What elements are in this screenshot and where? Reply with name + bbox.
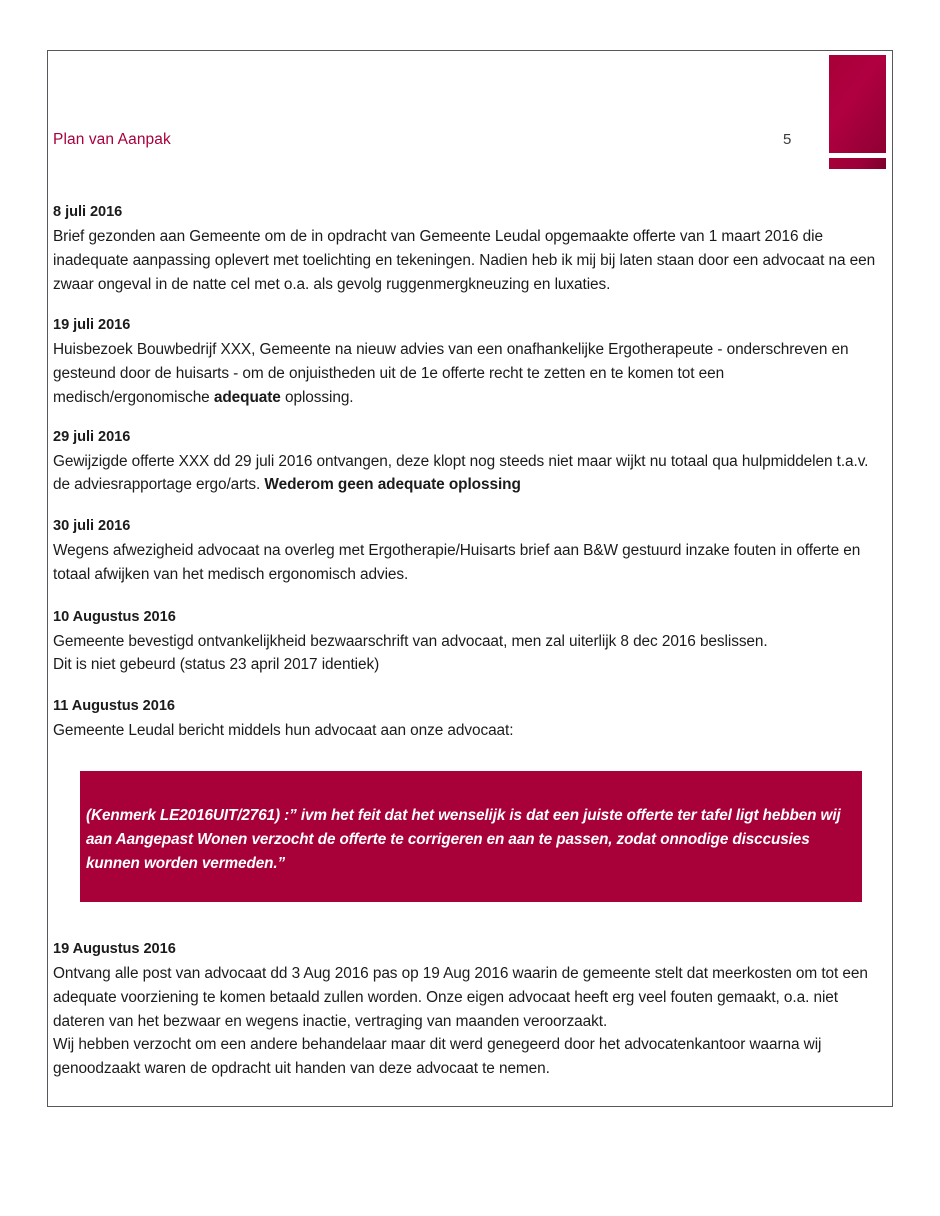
entry-29-juli-2016 — [53, 427, 881, 498]
entry-date: 8 juli 2016 — [53, 204, 123, 220]
page-number: 5 — [783, 131, 792, 148]
entry-date: 29 juli 2016 — [53, 428, 131, 445]
entry-body-line-2: Dit is niet gebeurd (status 23 april 2017 identiek) — [53, 656, 380, 674]
entry-30-juli-2016 — [53, 516, 881, 587]
entry-10-augustus-2016 — [53, 607, 881, 678]
page-frame — [47, 50, 893, 1107]
entry-date: 19 juli 2016 — [53, 317, 131, 334]
entry-body-text-tail: oplossing. — [280, 388, 354, 406]
entry-19-juli-2016 — [53, 315, 881, 409]
entry-date: 19 Augustus 2016 — [53, 941, 176, 957]
entry-body-line-2: Wij hebben verzocht om een andere behandelaar maar dit werd genegeerd door het advocatenkantoor waarna wij genoodzaakt waren de opdracht uit handen van deze advocaat te nemen. — [53, 1036, 822, 1078]
entry-body-text: Huisbezoek Bouwbedrijf XXX, Gemeente na nieuw advies van een onafhankelijke Ergotherapeute - onderschreven en gesteund door de huisarts - om de onjuistheden uit de 1e offerte recht te zetten en te komen tot een medisch/ergonomische — [53, 341, 849, 406]
entry-body — [53, 338, 881, 410]
page-title: Plan van Aanpak — [53, 131, 171, 148]
entry-body: Brief gezonden aan Gemeente om de in opdracht van Gemeente Leudal opgemaakte offerte van 1 maart 2016 die inadequate aanpassing oplevert met toelichting en tekeningen. Nadien heb ik mij bij laten staan door een advocaat na een zwaar ongeval in de natte cel met o.a. als gevolg ruggenmergkneuzing en luxaties. — [53, 227, 876, 293]
entry-body-line-1: Ontvang alle post van advocaat dd 3 Aug 2016 pas op 19 Aug 2016 waarin de gemeente stelt dat meerkosten om tot een adequate voorziening te komen betaald zullen worden. Onze eigen advocaat heeft erg veel fouten gemaakt, o.a. niet dateren van het bezwaar en wegens inactie, vertraging van maanden veroorzaakt. — [53, 964, 868, 1030]
page-header — [48, 51, 892, 171]
header-accent-block-icon — [829, 55, 886, 153]
entry-body — [53, 450, 881, 498]
entry-11-augustus-2016 — [53, 696, 881, 743]
entry-date: 30 juli 2016 — [53, 518, 131, 535]
document-body — [53, 202, 881, 743]
quote-callout — [80, 771, 862, 902]
entry-19-augustus-2016 — [53, 939, 889, 1081]
entry-body: Gemeente Leudal bericht middels hun advocaat aan onze advocaat: — [53, 722, 514, 739]
entry-body-emphasis: adequate — [213, 388, 281, 406]
entry-date: 11 Augustus 2016 — [53, 698, 175, 715]
entry-body-text: Gewijzigde offerte XXX dd 29 juli 2016 ontvangen, deze klopt nog steeds niet maar wijkt nu totaal qua hulpmiddelen t.a.v. de adviesrapportage ergo/arts. — [53, 452, 869, 494]
header-accent-bar-icon — [829, 158, 886, 169]
entry-date: 10 Augustus 2016 — [53, 608, 176, 625]
entry-body: Wegens afwezigheid advocaat na overleg met Ergotherapie/Huisarts brief aan B&W gestuurd inzake fouten in offerte en totaal afwijken van het medisch ergonomisch advies. — [53, 542, 861, 583]
entry-body-emphasis: Wederom geen adequate oplossing — [264, 476, 521, 494]
entry-body-line-1: Gemeente bevestigd ontvankelijkheid bezwaarschrift van advocaat, men zal uiterlijk 8 dec 2016 beslissen. — [53, 632, 768, 650]
entry-8-juli-2016 — [53, 202, 881, 296]
quote-callout-text: (Kenmerk LE2016UIT/2761) :” ivm het feit dat het wenselijk is dat een juiste offerte ter tafel ligt hebben wij aan Aangepast Wonen verzocht de offerte te corrigeren en aan te passen, zodat onnodige disccusies kunnen worden vermeden.” — [86, 807, 841, 873]
